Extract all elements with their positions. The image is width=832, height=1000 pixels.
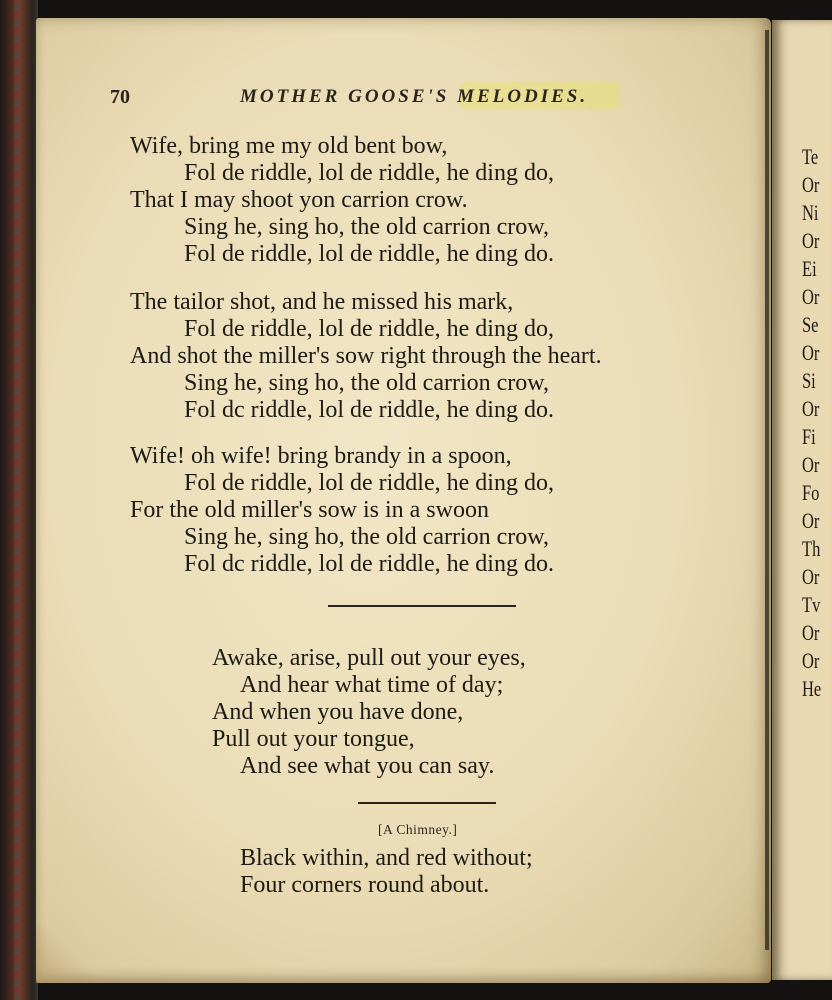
section-rule [358,802,496,804]
verse-line: Fol dc riddle, lol de riddle, he ding do. [184,397,554,423]
next-page-fragment: Tv [802,592,821,617]
verse-line: Fol de riddle, lol de riddle, he ding do, [184,316,554,342]
verse-line: And hear what time of day; [240,672,504,698]
next-page-fragment: Or [802,564,820,589]
verse-line: Awake, arise, pull out your eyes, [212,645,526,671]
verse-line: And see what you can say. [240,753,495,779]
next-page-fragment: Or [802,508,820,533]
next-page-fragment: Ei [802,256,817,281]
next-page-fragment: Se [802,312,819,337]
next-page-fragment: Or [802,396,820,421]
verse-line: Fol de riddle, lol de riddle, he ding do. [184,241,554,267]
verse-line: Fol de riddle, lol de riddle, he ding do, [184,160,554,186]
verse-line: That I may shoot yon carrion crow. [130,187,468,213]
verse-line: Black within, and red without; [240,845,533,871]
verse-line: The tailor shot, and he missed his mark, [130,289,514,315]
page-number: 70 [110,86,130,108]
next-page-fragment: Or [802,228,820,253]
next-page-fragment: Or [802,172,820,197]
next-page-fragment: Or [802,648,820,673]
next-page-fragment: Th [802,536,821,561]
next-page-fragment: Ni [802,200,819,225]
next-page-fragment: Si [802,368,816,393]
book-spine [0,0,38,1000]
next-page-fragment: Or [802,284,820,309]
page-gutter [765,30,769,950]
verse-line: Sing he, sing ho, the old carrion crow, [184,370,550,396]
next-page-edge [772,20,832,980]
next-page-fragment: Or [802,620,820,645]
verse-line: Pull out your tongue, [212,726,415,752]
section-rule [328,605,516,607]
next-page-fragment: Fi [802,424,816,449]
verse-line: And when you have done, [212,699,464,725]
next-page-fragment: Fo [802,480,820,505]
verse-line: Wife, bring me my old bent bow, [130,133,448,159]
verse-line: Fol de riddle, lol de riddle, he ding do, [184,470,554,496]
next-page-fragment: Te [802,144,819,169]
next-page-fragment: He [802,676,822,701]
riddle-answer-caption: [A Chimney.] [378,822,458,837]
next-page-fragment: Or [802,452,820,477]
verse-line: Sing he, sing ho, the old carrion crow, [184,214,550,240]
verse-line: For the old miller's sow is in a swoon [130,497,489,523]
verse-line: Sing he, sing ho, the old carrion crow, [184,524,550,550]
verse-line: Wife! oh wife! bring brandy in a spoon, [130,443,512,469]
verse-line: Fol dc riddle, lol de riddle, he ding do. [184,551,554,577]
verse-line: Four corners round about. [240,872,490,898]
verse-line: And shot the miller's sow right through the heart. [130,343,602,369]
running-title: MOTHER GOOSE'S MELODIES. [240,86,589,107]
next-page-fragment: Or [802,340,820,365]
